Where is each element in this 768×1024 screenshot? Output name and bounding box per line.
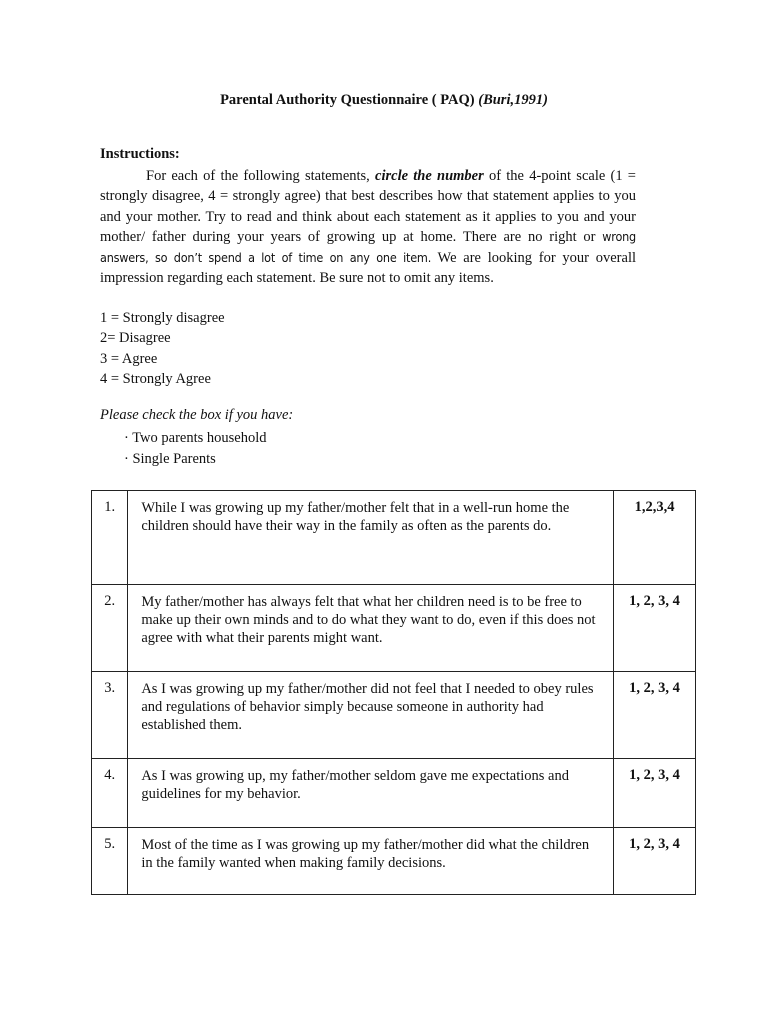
item-number: 1.	[92, 491, 128, 585]
instructions-emphasis: circle the number	[375, 168, 484, 184]
instructions-text-2: of the 4-point scale (1 = strongly disagree, 4 = strongly agree) that best describes how that statement applies to you and your mother. Try to read and think about each statement as it applies to you and your mother/ father during your years of growing up at home. There are no right or	[100, 168, 636, 246]
title-citation: (Buri,1991)	[478, 92, 548, 108]
household-prompt: Please check the box if you have:	[100, 407, 294, 423]
instructions-paragraph	[100, 166, 636, 288]
scale-item: 4 = Strongly Agree	[100, 371, 211, 388]
table-row	[92, 585, 696, 672]
scale-item: 2= Disagree	[100, 330, 171, 347]
item-rating-options[interactable]: 1,2,3,4	[614, 491, 696, 585]
table-row	[92, 759, 696, 828]
table-row	[92, 828, 696, 895]
item-rating-options[interactable]: 1, 2, 3, 4	[614, 759, 696, 828]
item-statement: My father/mother has always felt that what her children need is to be free to make up their own minds and to do what they want to do, even if this does not agree with what their parents might want.	[128, 585, 614, 672]
item-statement: While I was growing up my father/mother felt that in a well-run home the children should have their way in the family as often as the parents do.	[128, 491, 614, 585]
instructions-text-4: We are looking for your overall impression regarding each statement. Be sure not to omit any items.	[100, 249, 636, 287]
scale-item: 3 = Agree	[100, 350, 158, 367]
title-text: Parental Authority Questionnaire ( PAQ)	[220, 92, 475, 108]
household-option-two-parents[interactable]: · Two parents household	[124, 430, 267, 446]
item-rating-options[interactable]: 1, 2, 3, 4	[614, 585, 696, 672]
table-row	[92, 491, 696, 585]
item-rating-options[interactable]: 1, 2, 3, 4	[614, 828, 696, 895]
item-statement: As I was growing up my father/mother did not feel that I needed to obey rules and regulations of behavior simply because someone in authority had established them.	[128, 672, 614, 759]
item-statement: Most of the time as I was growing up my father/mother did what the children in the family wanted when making family decisions.	[128, 828, 614, 895]
item-number: 3.	[92, 672, 128, 759]
scale-legend	[100, 308, 225, 390]
item-number: 5.	[92, 828, 128, 895]
instructions-heading: Instructions:	[100, 146, 180, 162]
instructions-text-1: For each of the following statements,	[146, 168, 376, 184]
item-statement: As I was growing up, my father/mother seldom gave me expectations and guidelines for my behavior.	[128, 759, 614, 828]
scale-item: 1 = Strongly disagree	[100, 310, 225, 326]
household-option-single-parent[interactable]: · Single Parents	[124, 451, 216, 467]
table-row	[92, 672, 696, 759]
page-title	[0, 92, 768, 109]
item-number: 2.	[92, 585, 128, 672]
household-options	[124, 428, 267, 470]
instructions-text-3: wrong answers, so don’t spend a lot of time on any one item.	[100, 229, 636, 265]
questionnaire-table	[91, 490, 696, 895]
item-number: 4.	[92, 759, 128, 828]
item-rating-options[interactable]: 1, 2, 3, 4	[614, 672, 696, 759]
